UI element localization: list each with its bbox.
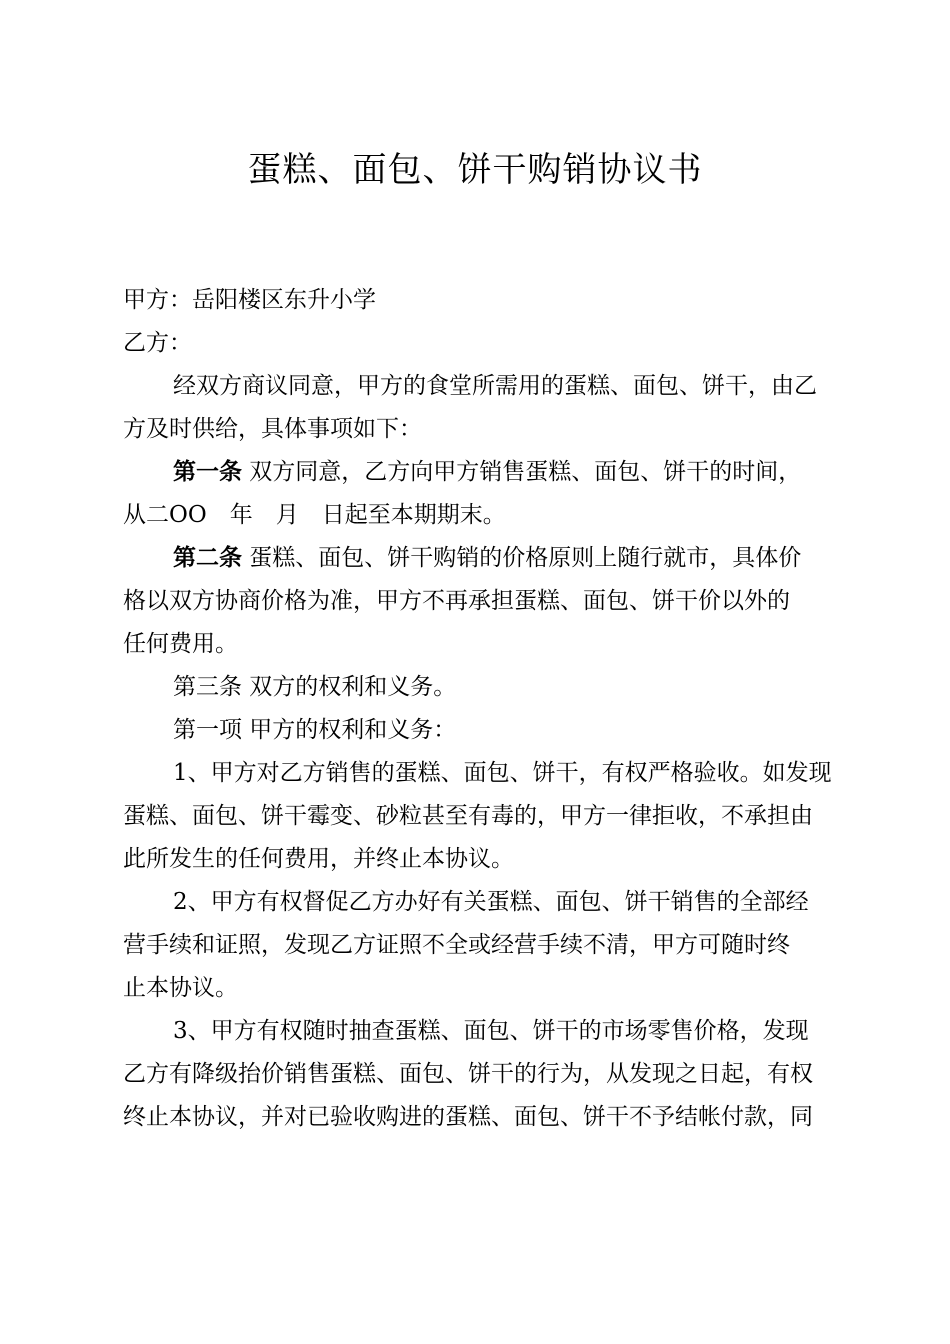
clause-1-line-1: 1、甲方对乙方销售的蛋糕、面包、饼干，有权严格验收。如发现	[173, 760, 832, 786]
article-1-line-2: 从二OO 年 月 日起至本期期末。	[123, 502, 506, 528]
clause-2-line-3: 止本协议。	[123, 975, 238, 1001]
article-2-heading: 第二条	[173, 545, 242, 571]
article-1-heading: 第一条	[173, 459, 242, 485]
article-3-heading: 第三条 双方的权利和义务。	[173, 674, 457, 700]
clause-3-line-2: 乙方有降级抬价销售蛋糕、面包、饼干的行为，从发现之日起，有权	[123, 1061, 813, 1087]
clause-1-line-2: 蛋糕、面包、饼干霉变、砂粒甚至有毒的，甲方一律拒收，不承担由	[123, 803, 813, 829]
clause-3-line-1: 3、甲方有权随时抽查蛋糕、面包、饼干的市场零售价格，发现	[173, 1018, 809, 1044]
article-1-line-1	[123, 457, 903, 487]
party-b-line: 乙方：	[123, 330, 192, 356]
clause-2-line-2: 营手续和证照，发现乙方证照不全或经营手续不清，甲方可随时终	[123, 932, 790, 958]
document-title: 蛋糕、面包、饼干购销协议书	[247, 150, 703, 190]
clause-1-line-3: 此所发生的任何费用，并终止本协议。	[123, 846, 514, 872]
article-2-text: 蛋糕、面包、饼干购销的价格原则上随行就市，具体价	[242, 545, 802, 571]
party-a-line: 甲方：岳阳楼区东升小学	[123, 287, 376, 313]
article-2-line-3: 任何费用。	[123, 631, 238, 657]
article-2-line-2: 格以双方协商价格为准，甲方不再承担蛋糕、面包、饼干价以外的	[123, 588, 790, 614]
article-1-text: 双方同意，乙方向甲方销售蛋糕、面包、饼干的时间，	[242, 459, 802, 485]
clause-3-line-3: 终止本协议，并对已验收购进的蛋糕、面包、饼干不予结帐付款，同	[123, 1104, 813, 1130]
intro-line-2: 方及时供给，具体事项如下：	[123, 416, 422, 442]
clause-2-line-1: 2、甲方有权督促乙方办好有关蛋糕、面包、饼干销售的全部经	[173, 889, 809, 915]
intro-line-1: 经双方商议同意，甲方的食堂所需用的蛋糕、面包、饼干，由乙	[173, 373, 817, 399]
article-2-line-1	[123, 543, 903, 573]
item-1-heading: 第一项 甲方的权利和义务：	[173, 717, 457, 743]
